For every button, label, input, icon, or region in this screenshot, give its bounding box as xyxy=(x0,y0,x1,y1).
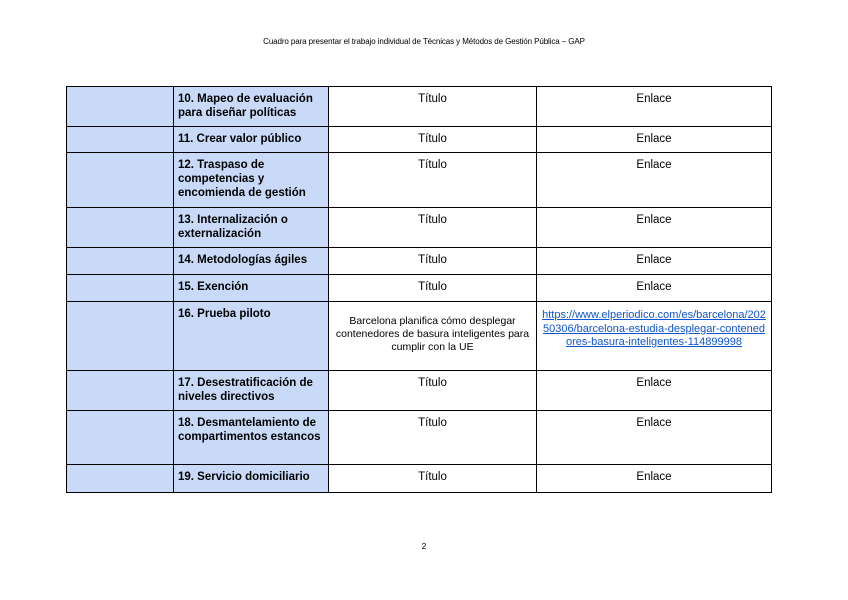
topic-cell: 12. Traspaso de competencias y encomienda de gestión xyxy=(174,153,329,208)
assignment-table xyxy=(66,86,772,493)
color-cell xyxy=(67,153,174,208)
color-cell xyxy=(67,248,174,275)
color-cell xyxy=(67,371,174,411)
table-row xyxy=(67,275,772,302)
topic-cell: 11. Crear valor público xyxy=(174,127,329,153)
page-number: 2 xyxy=(421,541,427,551)
link-cell: Enlace xyxy=(537,127,772,153)
topic-cell: 19. Servicio domiciliario xyxy=(174,465,329,493)
title-cell: Título xyxy=(329,465,537,493)
title-cell: Título xyxy=(329,411,537,465)
link-cell: Enlace xyxy=(537,371,772,411)
color-cell xyxy=(67,465,174,493)
topic-cell: 14. Metodologías ágiles xyxy=(174,248,329,275)
topic-cell: 15. Exención xyxy=(174,275,329,302)
title-cell: Título xyxy=(329,87,537,127)
topic-cell: 10. Mapeo de evaluación para diseñar políticas xyxy=(174,87,329,127)
table-row xyxy=(67,208,772,248)
link-cell: Enlace xyxy=(537,248,772,275)
table-row xyxy=(67,87,772,127)
title-cell: Título xyxy=(329,275,537,302)
link-cell: Enlace xyxy=(537,87,772,127)
link-cell: Enlace xyxy=(537,275,772,302)
topic-cell: 13. Internalización o externalización xyxy=(174,208,329,248)
link-cell: Enlace xyxy=(537,208,772,248)
color-cell xyxy=(67,208,174,248)
table-row xyxy=(67,248,772,275)
document-header: Cuadro para presentar el trabajo individual de Técnicas y Métodos de Gestión Pública – GAP xyxy=(263,37,585,46)
color-cell xyxy=(67,411,174,465)
link-cell: Enlace xyxy=(537,411,772,465)
link-cell: Enlace xyxy=(537,465,772,493)
title-cell: Título xyxy=(329,371,537,411)
title-cell: Título xyxy=(329,127,537,153)
topic-cell: 16. Prueba piloto xyxy=(174,302,329,371)
title-cell: Barcelona planifica cómo desplegar contenedores de basura inteligentes para cumplir con la UE xyxy=(329,302,537,371)
table-row xyxy=(67,153,772,208)
topic-cell: 18. Desmantelamiento de compartimentos estancos xyxy=(174,411,329,465)
table-row xyxy=(67,411,772,465)
color-cell xyxy=(67,275,174,302)
topic-cell: 17. Desestratificación de niveles directivos xyxy=(174,371,329,411)
title-cell: Título xyxy=(329,208,537,248)
table-row xyxy=(67,302,772,371)
title-cell: Título xyxy=(329,153,537,208)
table-row xyxy=(67,371,772,411)
color-cell xyxy=(67,302,174,371)
table-row xyxy=(67,465,772,493)
link-cell xyxy=(537,302,772,371)
color-cell xyxy=(67,127,174,153)
article-link[interactable]: https://www.elperiodico.com/es/barcelona/20250306/barcelona-estudia-desplegar-contenedores-basura-inteligentes-114899998 xyxy=(542,309,766,348)
table-row xyxy=(67,127,772,153)
color-cell xyxy=(67,87,174,127)
title-cell: Título xyxy=(329,248,537,275)
link-cell: Enlace xyxy=(537,153,772,208)
